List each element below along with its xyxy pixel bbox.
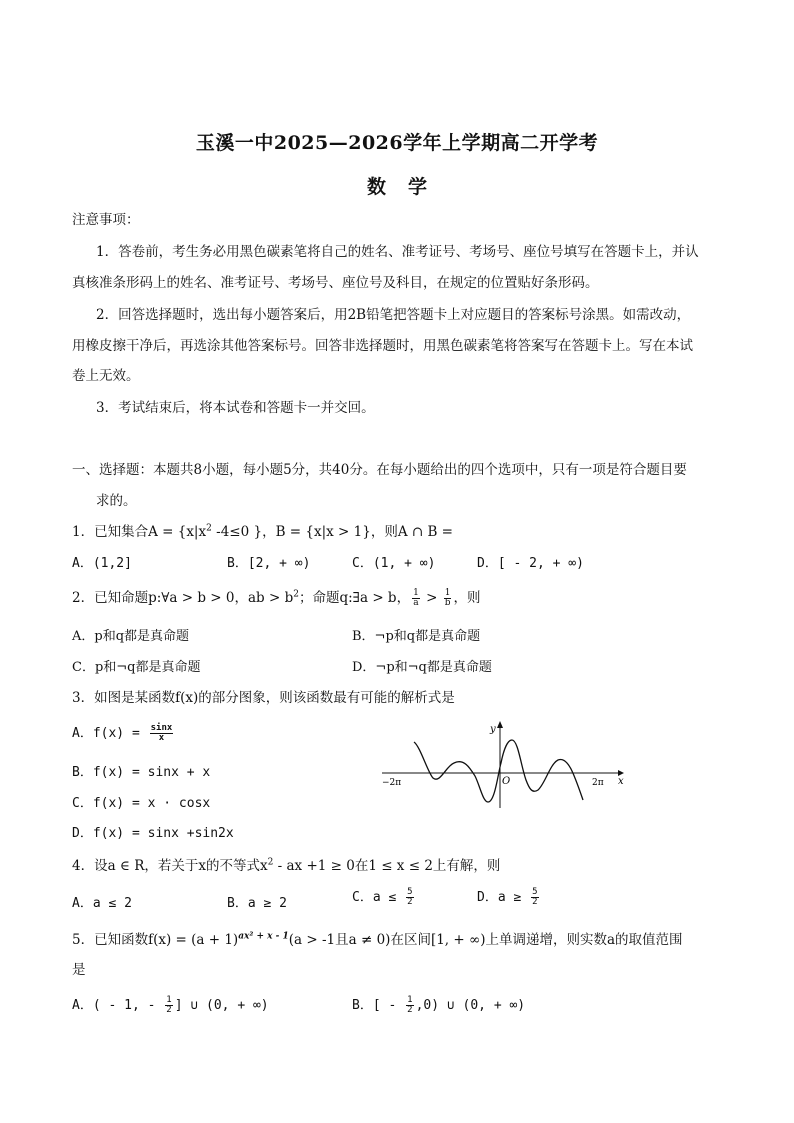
q4-option-c-prefix: C．a ≤ — [352, 890, 405, 905]
q1-stem — [72, 520, 453, 540]
origin-label: O — [502, 776, 511, 787]
notice-item-3: 3．考试结束后，将本试卷和答题卡一并交回。 — [96, 400, 375, 416]
q4-stem — [72, 854, 500, 874]
q3-option-d: D．f(x) = sinx +sin2x — [72, 826, 234, 841]
q3-stem: 3．如图是某函数f(x)的部分图象，则该函数最有可能的解析式是 — [72, 690, 455, 706]
q4-option-b: B．a ≥ 2 — [227, 896, 287, 911]
q5-stem-line-2: 是 — [72, 962, 86, 978]
q2-stem-a: 2．已知命题p:∀a > b > 0，ab > b — [72, 590, 294, 606]
q4-option-c-fraction: $\frac{5}{2}$ — [407, 887, 413, 907]
q2-option-b: B．¬p和q都是真命题 — [352, 629, 481, 644]
section-1-heading: 一、选择题：本题共8小题，每小题5分，共40分。在每小题给出的四个选项中，只有一项是符合题目要 — [72, 462, 687, 478]
q2-stem-b: ；命题q:∃a > b， — [298, 590, 411, 606]
q2-fraction-1: $\frac{1}{a}$ — [413, 588, 419, 608]
q5-option-a — [72, 994, 269, 1015]
q5-option-a-fraction: $\frac{1}{2}$ — [166, 995, 172, 1015]
q5-exponent: ax² + x - 1 — [238, 931, 289, 942]
notice-item-2-line-2: 用橡皮擦干净后，再选涂其他答案标号。回答非选择题时，用黑色碳素笔将答案写在答题卡上。写在本试 — [72, 338, 693, 354]
q1-exponent: 2 — [206, 523, 212, 534]
q2-option-d: D．¬p和¬q都是真命题 — [352, 660, 492, 675]
q5-option-a-prefix: A．( - 1, - — [72, 998, 164, 1013]
q5-option-b-suffix: ,0) ∪ (0, + ∞) — [415, 998, 526, 1013]
notice-item-1-line-2: 真核准条形码上的姓名、准考证号、考场号、座位号及科目，在规定的位置贴好条形码。 — [72, 275, 599, 291]
q2-gt: > — [421, 590, 442, 606]
q4-stem-b: - ax +1 ≥ 0在1 ≤ x ≤ 2上有解，则 — [273, 858, 501, 874]
q3-option-a-fraction: $\frac{\sin x}{x}$ — [150, 723, 173, 743]
q5-stem — [72, 928, 683, 948]
q5-option-b-fraction: $\frac{1}{2}$ — [407, 995, 413, 1015]
q3-function-graph — [378, 718, 632, 810]
section-1-heading-cont: 求的。 — [96, 493, 137, 509]
q2-fraction-2: $\frac{1}{b}$ — [444, 588, 451, 608]
q3-option-a-prefix: A．f(x) = — [72, 726, 148, 741]
q4-option-c — [352, 886, 416, 907]
notice-item-2-line-1: 2．回答选择题时，选出每小题答案后，用2B铅笔把答题卡上对应题目的答案标号涂黑。如需改动， — [96, 307, 691, 323]
y-axis-label: y — [490, 724, 496, 735]
q5-stem-a: 5．已知函数f(x) = (a + 1) — [72, 932, 239, 948]
q4-exponent: 2 — [267, 857, 274, 868]
x-axis-label: x — [618, 776, 624, 787]
q3-option-c: C．f(x) = x · cosx — [72, 796, 211, 811]
q5-stem-b: (a > -1且a ≠ 0)在区间[1, + ∞)上单调递增，则实数a的取值范围 — [288, 932, 683, 948]
tick-label-neg-2pi: −2π — [382, 778, 402, 788]
q2-stem — [72, 586, 480, 608]
q4-option-d-fraction: $\frac{5}{2}$ — [532, 887, 538, 907]
q1-option-d: D．[ - 2, + ∞) — [477, 556, 584, 571]
q4-option-d — [477, 886, 541, 907]
q1-option-a: A．(1,2] — [72, 556, 132, 571]
function-curve — [414, 740, 583, 802]
q3-option-b: B．f(x) = sinx + x — [72, 765, 211, 780]
q4-option-d-prefix: D．a ≥ — [477, 890, 530, 905]
notice-item-2-line-3: 卷上无效。 — [72, 368, 140, 384]
q1-option-c: C．(1, + ∞) — [352, 556, 436, 571]
q5-option-b — [352, 994, 525, 1015]
q3-option-a — [72, 722, 175, 743]
notice-item-1-line-1: 1．答卷前，考生务必用黑色碳素笔将自己的姓名、准考证号、考场号、座位号填写在答题卡上，并认 — [96, 244, 699, 260]
q2-option-c: C．p和¬q都是真命题 — [72, 660, 201, 675]
q5-option-b-prefix: B．[ - — [352, 998, 405, 1013]
subject-title: 数学 — [366, 176, 449, 198]
q1-stem-a: 1．已知集合A = {x|x — [72, 524, 207, 540]
notice-heading: 注意事项： — [72, 212, 140, 228]
exam-title: 玉溪一中2025—2026学年上学期高二开学考 — [195, 132, 599, 154]
y-axis-arrow — [497, 721, 503, 728]
q2-option-a: A．p和q都是真命题 — [72, 629, 190, 644]
q1-stem-b: -4≤0 }，B = {x|x > 1}，则A ∩ B = — [211, 524, 453, 540]
q2-exponent: 2 — [293, 589, 299, 600]
q2-stem-c: ，则 — [453, 590, 481, 606]
q5-option-a-suffix: ] ∪ (0, + ∞) — [174, 998, 269, 1013]
q1-option-b: B．[2, + ∞) — [227, 556, 311, 571]
q4-stem-a: 4．设a ∈ R，若关于x的不等式x — [72, 858, 268, 874]
q4-option-a: A．a ≤ 2 — [72, 896, 132, 911]
tick-label-2pi: 2π — [592, 778, 604, 788]
